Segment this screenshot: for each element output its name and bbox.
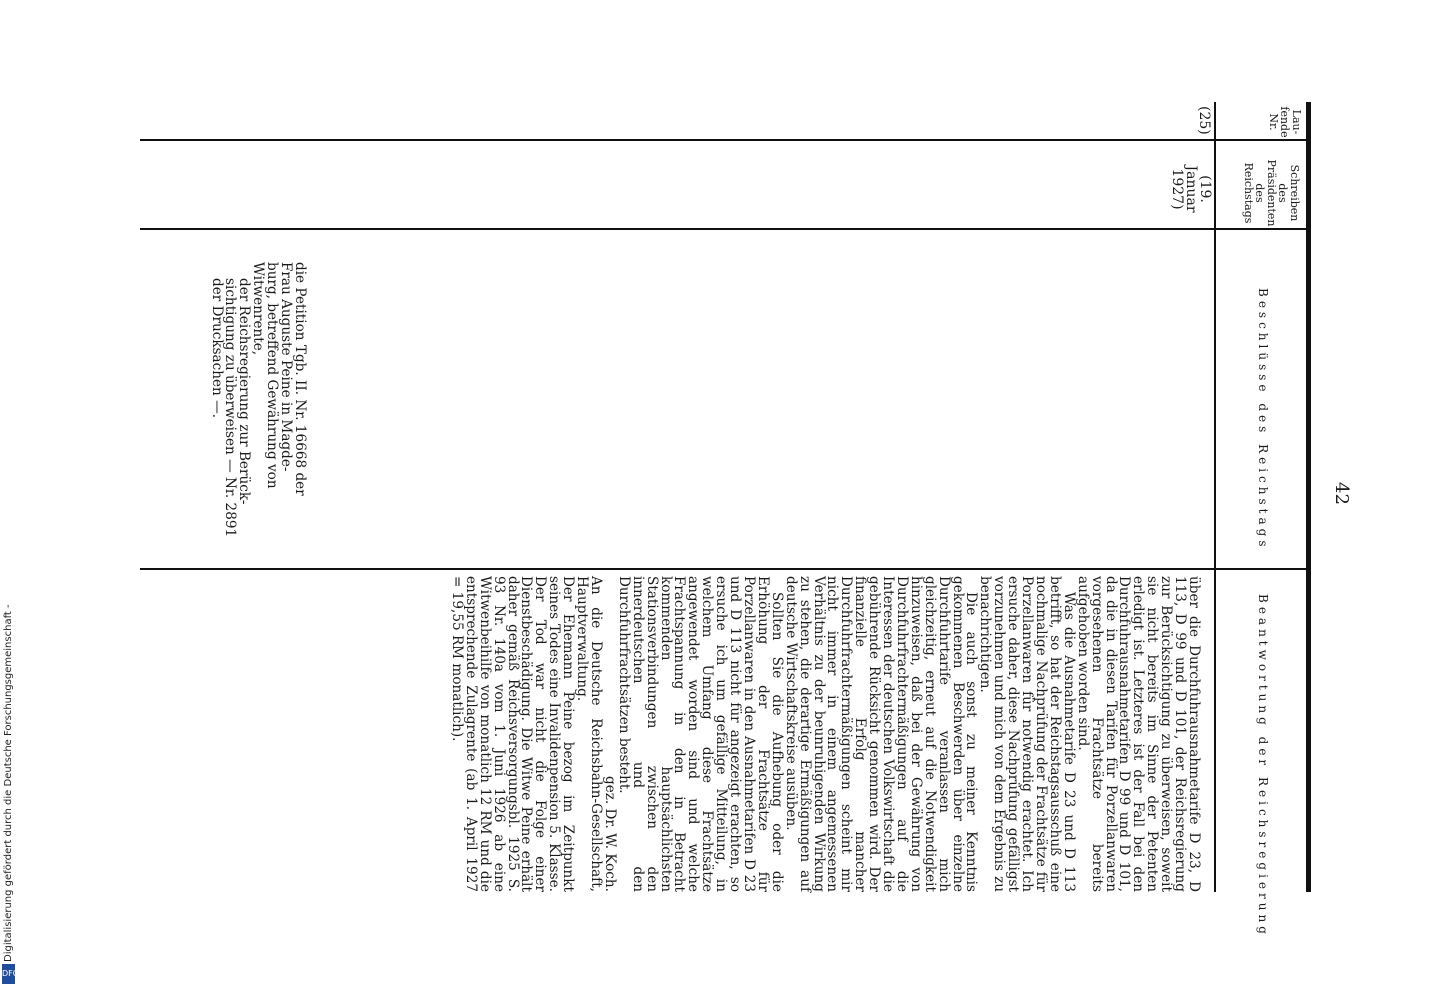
beschluss-line: Witwenrente, [250,262,267,356]
beantwortung-paragraph: Die auch sonst zu meiner Kenntnis gekommenen Beschwerden über einzelne Durchfuhrtarife veranlassen mich gleichzeitig, erneut auf die Notwendigkeit hinzuweisen, daß bei der Gewährung von Durchfuhrfrachtermäßigungen auf die Interessen der deutschen Volkswirtschaft die gebührende Rücksicht genommen wird. Der finanzielle Erfolg mancher Durchfuhrfrachtermäßigungen scheint mir nicht immer in einem angemessenen Verhältnis zu der beunruhigenden Wirkung zu stehen, die derartige Ermäßigungen auf deutsche Wirtschaftskreise ausüben. [782,576,980,892]
header-rule [1214,102,1216,892]
beantwortung-paragraph: Sollten Sie die Aufhebung oder die Erhöhung der Frachtsätze für Porzellanwaren in den Ausnahmetarifen D 23 und D 113 nicht für angezeigt erachten, so ersuche ich um gefällige Mitteilung, in welchem Umfang diese Frachtsätze angewendet worden sind und welche Frachtspannung in den in Betracht kommenden hauptsächlichsten Stationsverbindungen zwischen den innerdeutschen und den Durchfuhrfrachtsätzen besteht. [615,576,785,892]
beschluss-line: Frau Auguste Peine in Magde- [278,262,295,472]
beantwortung-paragraph: Der Ehemann Peine bezog im Zeitpunkt seines Todes eine Invalidenpension 5. Klasse. Der Tod war nicht die Folge einer Dienstbeschädigung. Die Witwe Peine erhält daher gemäß Reichsversorgungsbl. 1925 S. 93 Nr. 140a vom 1. Juni 1926 ab eine Witwenbeihilfe von monatlich 12 RM und die entsprechende Zulagrente (ab 1. April 1927 = 19,55 RM monatlich). [448,576,577,892]
rule-after-nr [140,139,1310,141]
page-number: 42 [1331,482,1352,505]
beantwortung-paragraph: Was die Ausnahmetarife D 23 und D 113 betrifft, so hat der Reichstagsausschuß eine nochmalige Nachprüfung der Frachtsätze für Porzellanwaren für notwendig erachtet. Ich ersuche daher, diese Nachprüfung gefälligst vorzunehmen und mich von dem Ergebnis zu benachrichtigen. [977,576,1077,892]
header-schreiben: Schreiben des Präsidenten des Reichstags [1242,159,1301,227]
beantwortung-paragraph: über die Durchfuhrausnahmetarife D 23, D 113, D 99 und D 101, der Reichsregierung zur Berücksichtigung zu überweisen, soweit sie nicht bereits im Sinne der Petenten erledigt ist. Letzteres ist der Fall bei den Durchfuhrausnahmetarifen D 99 und D 101, da die in diesen Tarifen für Porzellanwaren vorgesehenen Frachtsätze bereits aufgehoben worden sind. [1074,576,1202,892]
rule-after-schreiben [140,228,1310,230]
beantwortung-text [449,576,1200,892]
beschluss-line: sichtigung zu überweisen — Nr. 2891 [222,278,239,538]
beschluss-line: der Reichsregierung zur Berück- [236,278,253,505]
dfg-logo: DFG [2,964,15,984]
signature: gez. Dr. W. Koch. [601,776,618,892]
entry-date: (19. Januar 1927) [1169,165,1213,213]
beschluss-line: burg, betreffend Gewährung von [264,262,281,489]
header-laufende-nr: Lau-fende Nr. [1267,106,1303,138]
beschluss-text [209,262,306,562]
rule-after-beschluesse [140,568,1310,570]
header-beantwortung: Beantwortung der Reichsregierung [1256,594,1270,938]
top-thick-rule [1306,102,1311,892]
entry-number: (25) [1196,106,1212,135]
beschluss-line: der Drucksachen —. [208,278,225,419]
funding-note: Digitalisierung gefördert durch die Deutsche Forschungsgemeinschaft - [3,604,14,962]
beschluss-line: die Petition Tgb. II. Nr. 16668 der [292,262,308,496]
addressee: An die Deutsche Reichsbahn-Gesellschaft, Hauptverwaltung. [574,576,605,892]
header-beschluesse: Beschlüsse des Reichstags [1256,288,1270,551]
